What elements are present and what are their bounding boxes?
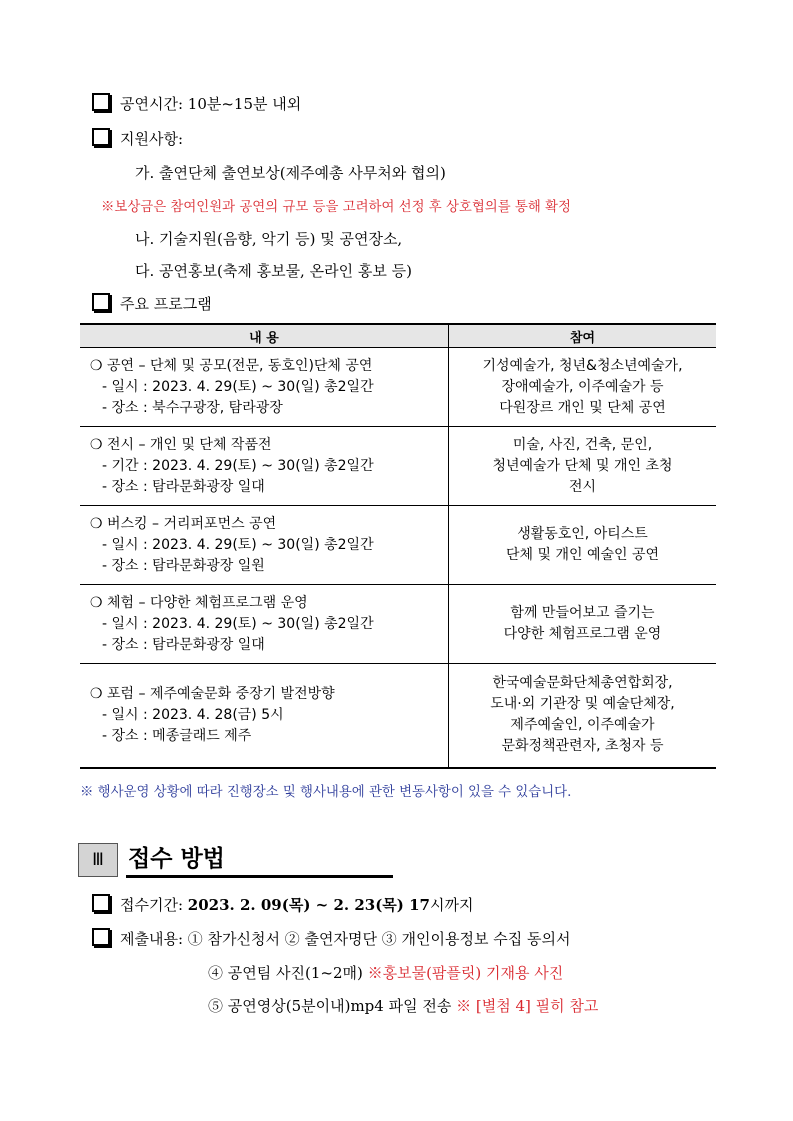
checkbox-icon (92, 293, 110, 311)
checkbox-icon (92, 93, 110, 111)
support-a: 가. 출연단체 출연보상(제주예총 사무처와 협의) (135, 164, 446, 182)
reception-submit: 제출내용: ① 참가신청서 ② 출연자명단 ③ 개인이용정보 수집 동의서 (92, 928, 570, 949)
row-place: - 장소 : 탐라문화광장 일대 (102, 478, 265, 495)
table-header-content: 내 용 (80, 324, 449, 348)
table-row: ❍ 포럼 – 제주예술문화 중장기 발전방향 - 일시 : 2023. 4. 28(금) 5시 - 장소 : 메종글래드 제주 한국예술문화단체총연합회장, 도내·외 기관장 및 예술단체장, 제주예술인, 이주예술가 문화정책관련자, 초청자 등 (80, 664, 716, 768)
section-number: Ⅲ (78, 843, 118, 877)
row-place: - 장소 : 탐라문화광장 일대 (102, 636, 265, 653)
row-place: - 장소 : 메종글래드 제주 (102, 727, 252, 744)
reception-period: 접수기간: 2023. 2. 09(목) ~ 2. 23(목) 17시까지 (92, 894, 473, 915)
item-time: 공연시간: 10분~15분 내외 (92, 93, 301, 114)
checkbox-icon (92, 128, 110, 146)
section-underline (126, 875, 393, 878)
table-row: ❍ 공연 – 단체 및 공모(전문, 동호인)단체 공연 - 일시 : 2023. 4. 29(토) ~ 30(일) 총2일간 - 장소 : 북수구광장, 탐라광장 기성예술가, 청년&청소년예술가, 장애예술가, 이주예술가 등 다원장르 개인 및 단체 공연 (80, 348, 716, 427)
row-place: - 장소 : 북수구광장, 탐라광장 (102, 399, 283, 416)
support-b: 나. 기술지원(음향, 악기 등) 및 공연장소, (135, 230, 403, 248)
section-title: 접수 방법 (128, 846, 225, 872)
reception-submit-video: ⑤ 공연영상(5분이내)mp4 파일 전송 ※ [별첨 4] 필히 참고 (208, 997, 599, 1015)
table-row: ❍ 체험 – 다양한 체험프로그램 운영 - 일시 : 2023. 4. 29(토) ~ 30(일) 총2일간 - 장소 : 탐라문화광장 일대 함께 만들어보고 즐기는 다양한 체험프로그램 운영 (80, 585, 716, 664)
support-c: 다. 공연홍보(축제 홍보물, 온라인 홍보 등) (135, 262, 412, 280)
table-header-participants: 참여 (449, 324, 717, 348)
row-title: ❍ 공연 – 단체 및 공모(전문, 동호인)단체 공연 (90, 357, 373, 374)
row-date: - 일시 : 2023. 4. 28(금) 5시 (102, 706, 284, 723)
checkbox-icon (92, 928, 110, 946)
support-note: ※보상금은 참여인원과 공연의 규모 등을 고려하여 선정 후 상호협의를 통해 확정 (101, 200, 571, 215)
row-title: ❍ 체험 – 다양한 체험프로그램 운영 (90, 594, 308, 611)
item-program: 주요 프로그램 (92, 293, 212, 314)
row-title: ❍ 전시 – 개인 및 단체 작품전 (90, 436, 272, 453)
row-date: - 일시 : 2023. 4. 29(토) ~ 30(일) 총2일간 (102, 615, 374, 632)
row-date: - 일시 : 2023. 4. 29(토) ~ 30(일) 총2일간 (102, 536, 374, 553)
table-note: ※ 행사운영 상황에 따라 진행장소 및 행사내용에 관한 변동사항이 있을 수 있습니다. (80, 785, 572, 800)
item-support: 지원사항: (92, 128, 183, 149)
row-date: - 기간 : 2023. 4. 29(토) ~ 30(일) 총2일간 (102, 457, 374, 474)
row-title: ❍ 포럼 – 제주예술문화 중장기 발전방향 (90, 685, 335, 702)
reception-submit-photo: ④ 공연팀 사진(1~2매) ※홍보물(팜플릿) 기재용 사진 (208, 964, 564, 982)
program-table (80, 323, 716, 769)
table-row: ❍ 버스킹 – 거리퍼포먼스 공연 - 일시 : 2023. 4. 29(토) ~ 30(일) 총2일간 - 장소 : 탐라문화광장 일원 생활동호인, 아티스트 단체 및 개인 예술인 공연 (80, 506, 716, 585)
row-title: ❍ 버스킹 – 거리퍼포먼스 공연 (90, 515, 277, 532)
checkbox-icon (92, 894, 110, 912)
row-date: - 일시 : 2023. 4. 29(토) ~ 30(일) 총2일간 (102, 378, 374, 395)
row-place: - 장소 : 탐라문화광장 일원 (102, 557, 265, 574)
table-row: ❍ 전시 – 개인 및 단체 작품전 - 기간 : 2023. 4. 29(토) ~ 30(일) 총2일간 - 장소 : 탐라문화광장 일대 미술, 사진, 건축, 문인, 청년예술가 단체 및 개인 초청 전시 (80, 427, 716, 506)
